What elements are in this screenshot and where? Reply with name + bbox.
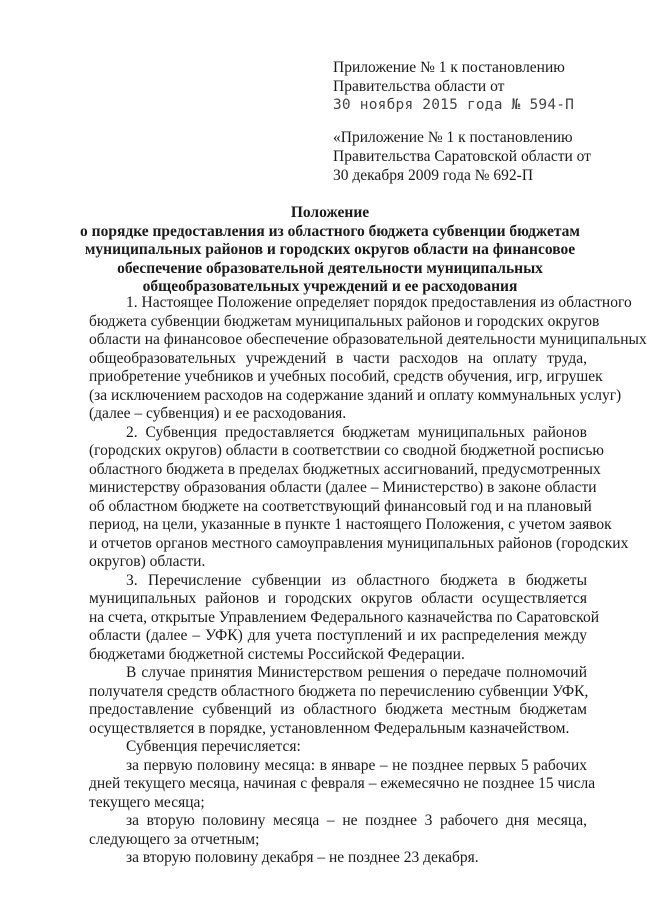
document-title <box>80 204 580 297</box>
body-line: В случае принятия Министерством решения о передаче полномочий <box>126 664 587 681</box>
body-line: за вторую половину декабря – не позднее 23 декабря. <box>126 849 479 866</box>
body-line: приобретение учебников и учебных пособий, средств обучения, игр, игрушек <box>89 368 603 385</box>
body-line: Субвенция перечисляется: <box>126 738 301 755</box>
document-body <box>89 294 647 868</box>
appendix-header-original <box>333 128 591 185</box>
title-line: муниципальных районов и городских округов области на финансовое <box>84 241 576 258</box>
body-line: муниципальных районов и городских округов области осуществляется <box>89 590 587 607</box>
body-line: следующего за отчетным; <box>89 830 260 848</box>
body-line: за вторую половину месяца – не позднее 3 рабочего дня месяца, <box>126 812 587 829</box>
body-line: (городских округов) области в соответствии со сводной бюджетной росписью <box>89 442 604 459</box>
appendix-header-line: «Приложение № 1 к постановлению <box>333 129 573 146</box>
body-line: 2. Субвенция предоставляется бюджетам муниципальных районов <box>126 423 587 441</box>
body-line: области (далее – УФК) для учета поступлений и их распределения между <box>89 627 587 644</box>
body-line: округов) области. <box>89 553 206 570</box>
appendix-header-current <box>333 58 574 115</box>
body-line: на счета, открытые Управлением Федерального казначейства по Саратовской <box>89 608 600 626</box>
body-line: получателя средств областного бюджета по перечислению субвенции УФК, <box>89 682 589 700</box>
body-line: текущего месяца; <box>89 793 205 811</box>
body-line: бюджетами бюджетной системы Российской Федерации. <box>89 645 465 663</box>
body-line: (далее – субвенция) и ее расходования. <box>89 405 347 422</box>
body-line: период, на цели, указанные в пункте 1 настоящего Положения, с учетом заявок <box>89 516 612 533</box>
appendix-header-line: Правительства области от <box>333 78 505 95</box>
body-line: бюджета субвенции бюджетам муниципальных районов и городских округов <box>89 312 600 330</box>
body-line: предоставление субвенций из областного бюджета местным бюджетам <box>89 701 587 718</box>
body-line: дней текущего месяца, начиная с февраля – ежемесячно не позднее 15 числа <box>89 775 596 792</box>
body-line: министерству образования области (далее – Министерство) в законе области <box>89 479 597 496</box>
body-line: области на финансовое обеспечение образовательной деятельности муниципальных <box>89 331 647 348</box>
body-line: общеобразовательных учреждений в части расходов на оплату труда, <box>89 349 587 367</box>
appendix-header-line: Правительства Саратовской области от <box>333 148 591 165</box>
appendix-header-line: 30 декабря 2009 года № 692-П <box>333 167 534 184</box>
body-line: осуществляется в порядке, установленном Федеральным казначейством. <box>89 719 570 737</box>
body-line: 1. Настоящее Положение определяет порядок предоставления из областного <box>126 294 632 311</box>
body-line: областного бюджета в пределах бюджетных ассигнований, предусмотренных <box>89 460 601 478</box>
body-line: 3. Перечисление субвенции из областного бюджета в бюджеты <box>126 571 587 589</box>
title-line: Положение <box>290 204 370 221</box>
title-line: о порядке предоставления из областного бюджета субвенции бюджетам <box>80 222 580 240</box>
title-line: обеспечение образовательной деятельности муниципальных <box>117 259 543 277</box>
title-line: общеобразовательных учреждений и ее расходования <box>142 278 518 295</box>
body-line: (за исключением расходов на содержание зданий и оплату коммунальных услуг) <box>89 386 622 404</box>
body-line: и отчетов органов местного самоуправления муниципальных районов (городских <box>89 534 629 552</box>
body-line: об областном бюджете на соответствующий финансовый год и на плановый <box>89 497 592 515</box>
body-line: за первую половину месяца: в январе – не позднее первых 5 рабочих <box>126 756 587 774</box>
appendix-header-line: Приложение № 1 к постановлению <box>333 59 565 76</box>
resolution-date-stamp: 30 ноября 2015 года № 594-П <box>333 97 575 113</box>
